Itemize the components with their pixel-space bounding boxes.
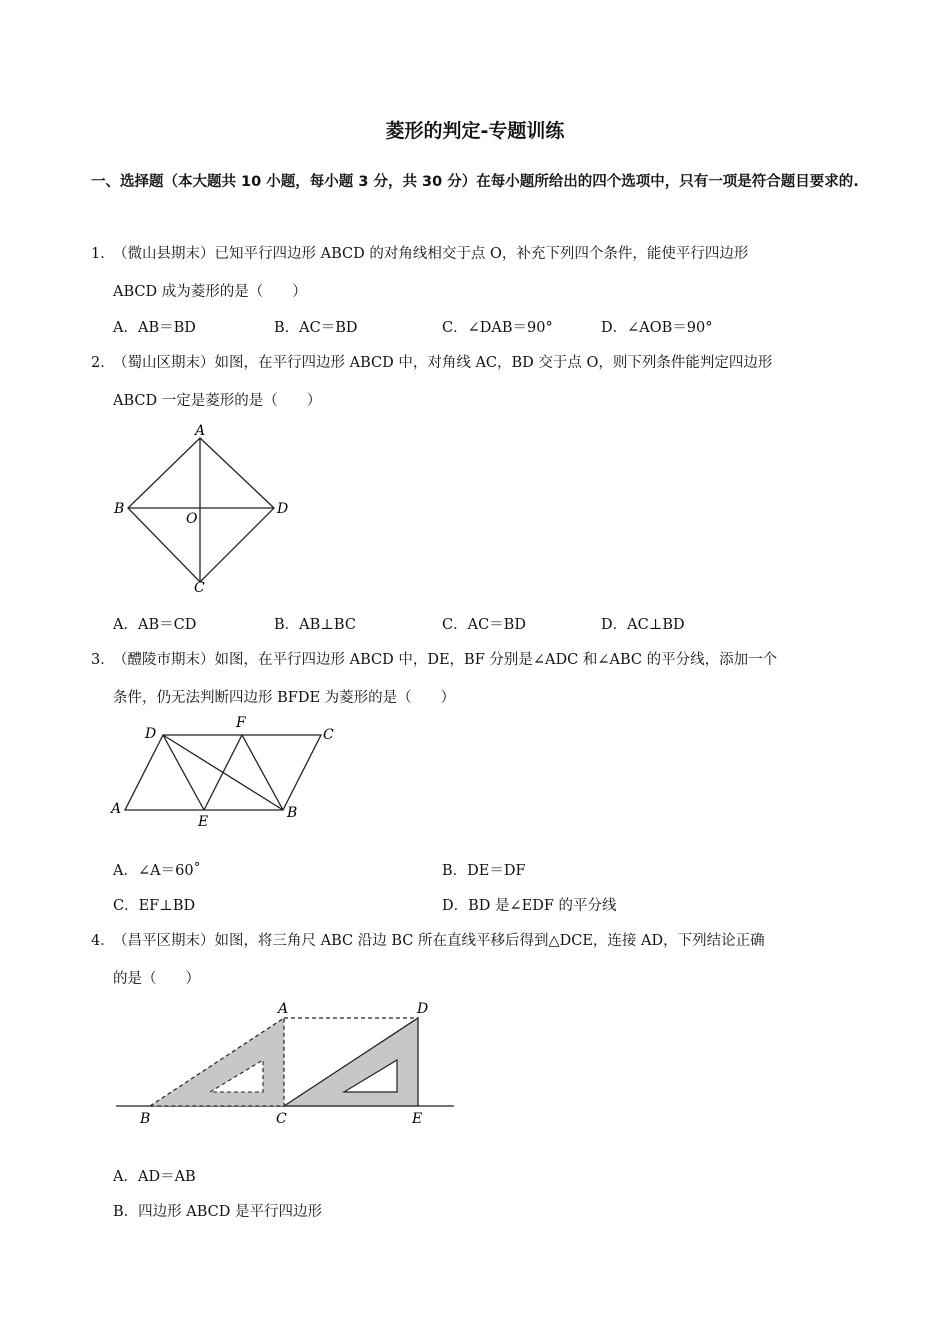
label-c: C: [194, 580, 205, 595]
label-e: E: [198, 814, 209, 830]
segment-de: [163, 735, 204, 810]
label-d: D: [145, 726, 157, 742]
label-o: O: [186, 511, 198, 527]
label-a: A: [195, 423, 206, 439]
label-c: C: [276, 1111, 287, 1127]
option-a: A．AB＝CD: [113, 617, 197, 633]
label-f: F: [236, 715, 246, 731]
question-text-line2: 的是（ ）: [113, 971, 200, 987]
option-b: B．DE＝DF: [442, 863, 526, 879]
question-text-line2: 条件，仍无法判断四边形 BFDE 为菱形的是（ ）: [113, 690, 456, 706]
label-a: A: [278, 1001, 289, 1017]
segment-fb: [242, 735, 283, 810]
triangle-abc: [150, 1018, 284, 1106]
option-a: A．AB＝BD: [113, 320, 196, 336]
option-c: C．∠DAB＝90°: [442, 320, 553, 336]
question-text-line1: （微山县期末）已知平行四边形 ABCD 的对角线相交于点 O，补充下列四个条件，能使平行四边形: [113, 246, 749, 262]
label-b: B: [114, 501, 125, 517]
option-b: B．AB⊥BC: [274, 617, 356, 633]
option-b: B．AC＝BD: [274, 320, 358, 336]
option-a: A．∠A＝60˚: [113, 863, 201, 879]
label-a: A: [111, 801, 122, 817]
page-title: 菱形的判定-专题训练: [385, 120, 565, 142]
option-d: D．∠AOB＝90°: [601, 320, 713, 336]
label-d: D: [277, 501, 289, 517]
section-heading: 一、选择题（本大题共 10 小题，每小题 3 分，共 30 分）在每小题所给出的四个选项中，只有一项是符合题目要求的.: [91, 174, 859, 190]
question-number: 3．: [91, 652, 115, 668]
question-number: 1．: [91, 246, 115, 262]
question-text-line2: ABCD 成为菱形的是（ ）: [113, 284, 307, 300]
option-c: C．AC＝BD: [442, 617, 526, 633]
option-c: C．EF⊥BD: [113, 898, 196, 914]
option-a: A．AD＝AB: [113, 1169, 196, 1185]
triangle-dce: [284, 1018, 418, 1106]
question-number: 2．: [91, 355, 115, 371]
label-b: B: [287, 805, 298, 821]
question-text-line1: （蜀山区期末）如图，在平行四边形 ABCD 中，对角线 AC，BD 交于点 O，则下列条件能判定四边形: [113, 355, 773, 371]
label-d: D: [417, 1001, 429, 1017]
label-c: C: [323, 727, 334, 743]
rhombus-outline: [128, 438, 274, 582]
option-b: B．四边形 ABCD 是平行四边形: [113, 1204, 322, 1220]
question-text-line1: （醴陵市期末）如图，在平行四边形 ABCD 中，DE，BF 分别是∠ADC 和∠ABC 的平分线，添加一个: [113, 652, 778, 668]
option-d: D．AC⊥BD: [601, 617, 685, 633]
option-d: D．BD 是∠EDF 的平分线: [442, 898, 617, 914]
question-number: 4．: [91, 933, 115, 949]
parallelogram-figure: [105, 712, 355, 832]
question-text-line1: （昌平区期末）如图，将三角尺 ABC 沿边 BC 所在直线平移后得到△DCE，连接 AD，下列结论正确: [113, 933, 765, 949]
rhombus-figure: [110, 420, 300, 595]
question-text-line2: ABCD 一定是菱形的是（ ）: [113, 393, 322, 409]
segment-fe: [204, 735, 242, 810]
set-square-figure: [110, 996, 460, 1131]
label-b: B: [140, 1111, 151, 1127]
label-e: E: [412, 1111, 423, 1127]
